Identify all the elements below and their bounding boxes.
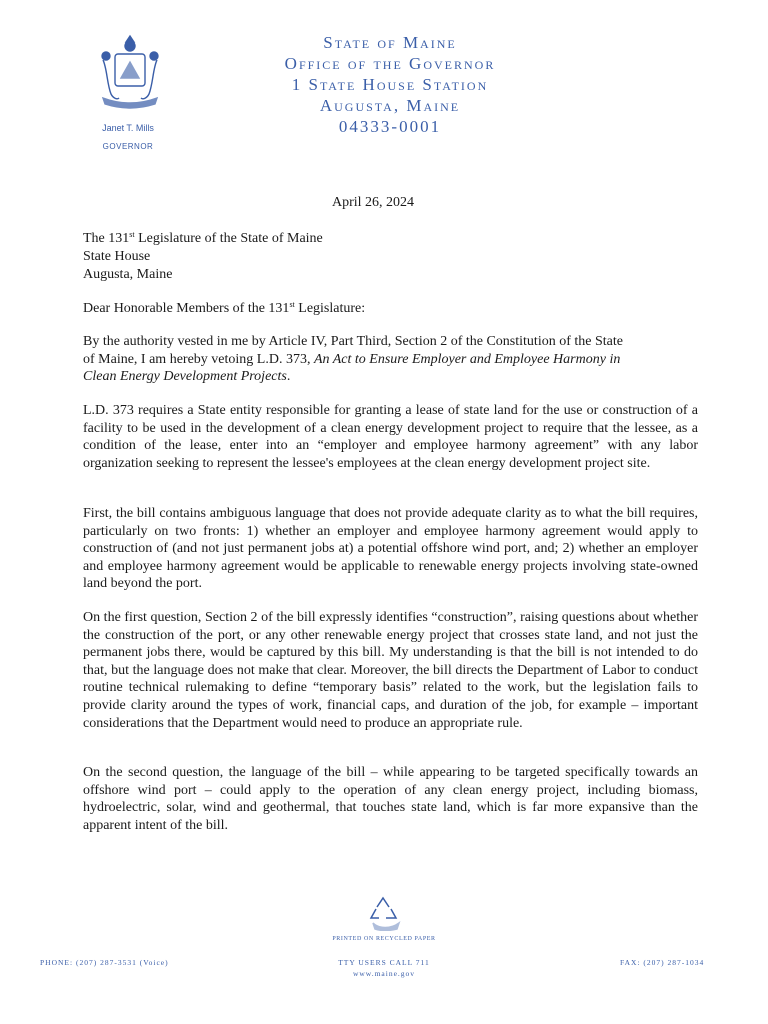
paragraph-summary: L.D. 373 requires a State entity responsible for granting a lease of state land for the use or construction of a facility to be used in the development of a clean energy development project to require that the lessee, as a condition of the lease, enter into an “employer and employee harmony agreement” with any labor organization seeking to represent the lessee's employees at the clean energy development project site.: [83, 403, 698, 471]
recycle-maine-icon: [367, 893, 403, 931]
letterhead-state: State of Maine: [323, 33, 457, 52]
paragraph-ambiguity: First, the bill contains ambiguous language that does not provide adequate clarity as to what the bill requires, particularly on two fronts: 1) whether an employer and employee harmony agreement would apply to construction of (and not just permanent jobs at) a potential offshore wind port, and; 2) whether an employer and employee harmony agreement would be applicable to renewable energy projects involving state-owned land beyond the port.: [83, 506, 698, 592]
address-line-3: Augusta, Maine: [83, 267, 173, 282]
address-line-1: The 131st Legislature of the State of Maine: [83, 230, 323, 246]
footer-fax: FAX: (207) 287-1034: [620, 958, 705, 967]
governor-title: GOVERNOR: [102, 142, 154, 151]
paragraph-second-question: On the second question, the language of the bill – while appearing to be targeted specifically towards an offshore wind port – could apply to the operation of any clean energy project, including biomass, hydroelectric, solar, wind and geothermal, that touches state land, which is far more expansive than the apparent intent of the bill.: [83, 765, 698, 833]
footer-tty: TTY USERS CALL 711: [338, 958, 430, 967]
address-line-2: State House: [83, 249, 151, 264]
salutation: Dear Honorable Members of the 131st Legislature:: [83, 300, 366, 316]
paragraph-first-question: On the first question, Section 2 of the bill expressly identifies “construction”, raising questions about whether the construction of the port, or any other renewable energy project that crosses state land, and not just the permanent jobs there, would be captured by this bill. My understanding is that the bill is not intended to do that, but the language does not make that clear. Moreover, the bill directs the Department of Labor to conduct routine technical rulemaking to define “temporary basis” related to the work, but the legislation fails to provide clarity around the types of work, financial caps, and duration of the job, for example – important considerations that the Department would need to produce an appropriate rule.: [83, 610, 698, 731]
letterhead-station: 1 State House Station: [291, 75, 489, 94]
state-seal-icon: [97, 34, 163, 112]
printed-on-recycled: PRINTED ON RECYCLED PAPER: [332, 936, 436, 942]
letterhead-zip: 04333-0001: [338, 117, 442, 136]
governor-name: Janet T. Mills: [102, 123, 154, 133]
letterhead-city: Augusta, Maine: [319, 96, 461, 115]
letter-date: April 26, 2024: [332, 195, 415, 210]
letterhead-office: Office of the Governor: [284, 54, 496, 73]
footer-phone: PHONE: (207) 287-3531 (Voice): [40, 958, 169, 967]
recipient-address: [83, 230, 698, 284]
footer-website: www.maine.gov: [352, 969, 416, 978]
paragraph-veto: By the authority vested in me by Article IV, Part Third, Section 2 of the Constitution of the State of Maine, I am hereby vetoing L.D. 373, An Act to Ensure Employer and Employee Harmony in Clean Energy Development Projects.: [83, 334, 623, 385]
